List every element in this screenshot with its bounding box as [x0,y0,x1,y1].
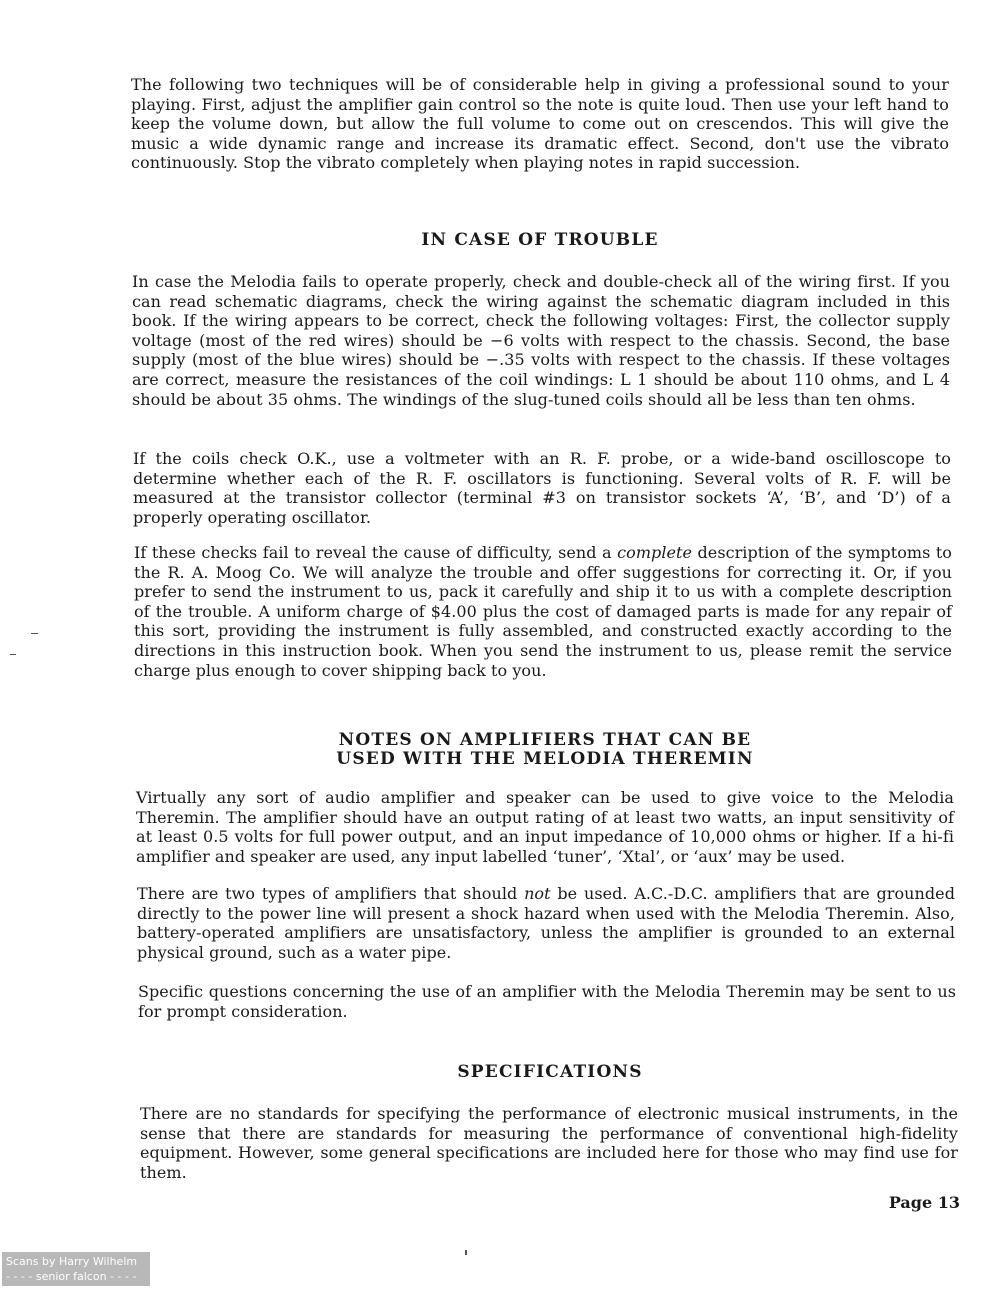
trouble-paragraph-2: If the coils check O.K., use a voltmeter with an R. F. probe, or a wide-band oscilloscope to determine whether each of the R. F. oscillators is functioning. Several volts of R. F. will be measured at the transistor collector (terminal #3 on transistor sockets ‘A’, ‘B’, and ‘D’) of a properly operating oscillator. [133,449,951,527]
heading-line-2: USED WITH THE MELODIA THEREMIN [336,749,754,769]
scan-watermark [2,1252,150,1286]
trouble-paragraph-1: In case the Melodia fails to operate properly, check and double-check all of the wiring first. If you can read schematic diagrams, check the wiring against the schematic diagram included in this book. If the wiring appears to be correct, check the following voltages: First, the collector supply voltage (most of the red wires) should be −6 volts with respect to the chassis. Second, the base supply (most of the blue wires) should be −.35 volts with respect to the chassis. If these voltages are correct, measure the resistances of the coil windings: L 1 should be about 110 ohms, and L 4 should be about 35 ohms. The windings of the slug-tuned coils should all be less than ten ohms. [132,272,950,409]
emphasis-complete: complete [617,543,693,562]
trouble-paragraph-3-start: If these checks fail to reveal the cause of difficulty, send a [134,543,618,562]
specifications-paragraph-1: There are no standards for specifying the performance of electronic musical instruments, in the sense that there are standards for measuring the performance of conventional high-fidelity equipment. However, some general specifications are included here for those who may find use for them. [140,1104,958,1182]
scan-speck [465,1250,467,1255]
amplifiers-paragraph-2 [137,884,955,962]
heading-specifications: SPECIFICATIONS [457,1062,643,1082]
intro-paragraph: The following two techniques will be of considerable help in giving a professional sound to your playing. First, adjust the amplifier gain control so the note is quite loud. Then use your left hand to keep the volume down, but allow the full volume to come out on crescendos. This will give the music a wide dynamic range and increase its dramatic effect. Second, don't use the vibrato continuously. Stop the vibrato completely when playing notes in rapid succession. [131,75,949,173]
amplifiers-paragraph-2-start: There are two types of amplifiers that should [137,884,525,903]
watermark-line-1: Scans by Harry Wilhelm [6,1255,138,1268]
trouble-paragraph-3 [134,543,952,680]
amplifiers-paragraph-3: Specific questions concerning the use of an amplifier with the Melodia Theremin may be sent to us for prompt consideration. [138,982,956,1021]
emphasis-not: not [524,884,551,903]
watermark-line-2: - - - - senior falcon - - - - [6,1270,137,1283]
scan-speck [10,654,16,655]
heading-in-case-of-trouble: IN CASE OF TROUBLE [421,230,659,250]
amplifiers-paragraph-1: Virtually any sort of audio amplifier and speaker can be used to give voice to the Melodia Theremin. The amplifier should have an output rating of at least two watts, an input sensitivity of at least 0.5 volts for full power output, and an input impedance of 10,000 ohms or higher. If a hi-fi amplifier and speaker are used, any input labelled ‘tuner’, ‘Xtal’, or ‘aux’ may be used. [136,788,954,866]
amplifiers-paragraph-2-end: be used. A.C.-D.C. amplifiers that are grounded directly to the power line will present a shock hazard when used with the Melodia Theremin. Also, battery-operated amplifiers are unsatisfactory, unless the amplifier is grounded to an external physical ground, such as a water pipe. [137,884,955,962]
heading-notes-on-amplifiers [300,731,790,769]
page-number: Page 13 [888,1193,960,1212]
scan-speck [31,633,38,634]
heading-line-1: NOTES ON AMPLIFIERS THAT CAN BE [338,730,752,750]
trouble-paragraph-3-end: description of the symptoms to the R. A. Moog Co. We will analyze the trouble and offer suggestions for correcting it. Or, if you prefer to send the instrument to us, pack it carefully and ship it to us with a complete description of the trouble. A uniform charge of $4.00 plus the cost of damaged parts is made for any repair of this sort, providing the instrument is fully assembled, and constructed exactly according to the directions in this instruction book. When you send the instrument to us, please remit the service charge plus enough to cover shipping back to you. [134,543,952,680]
